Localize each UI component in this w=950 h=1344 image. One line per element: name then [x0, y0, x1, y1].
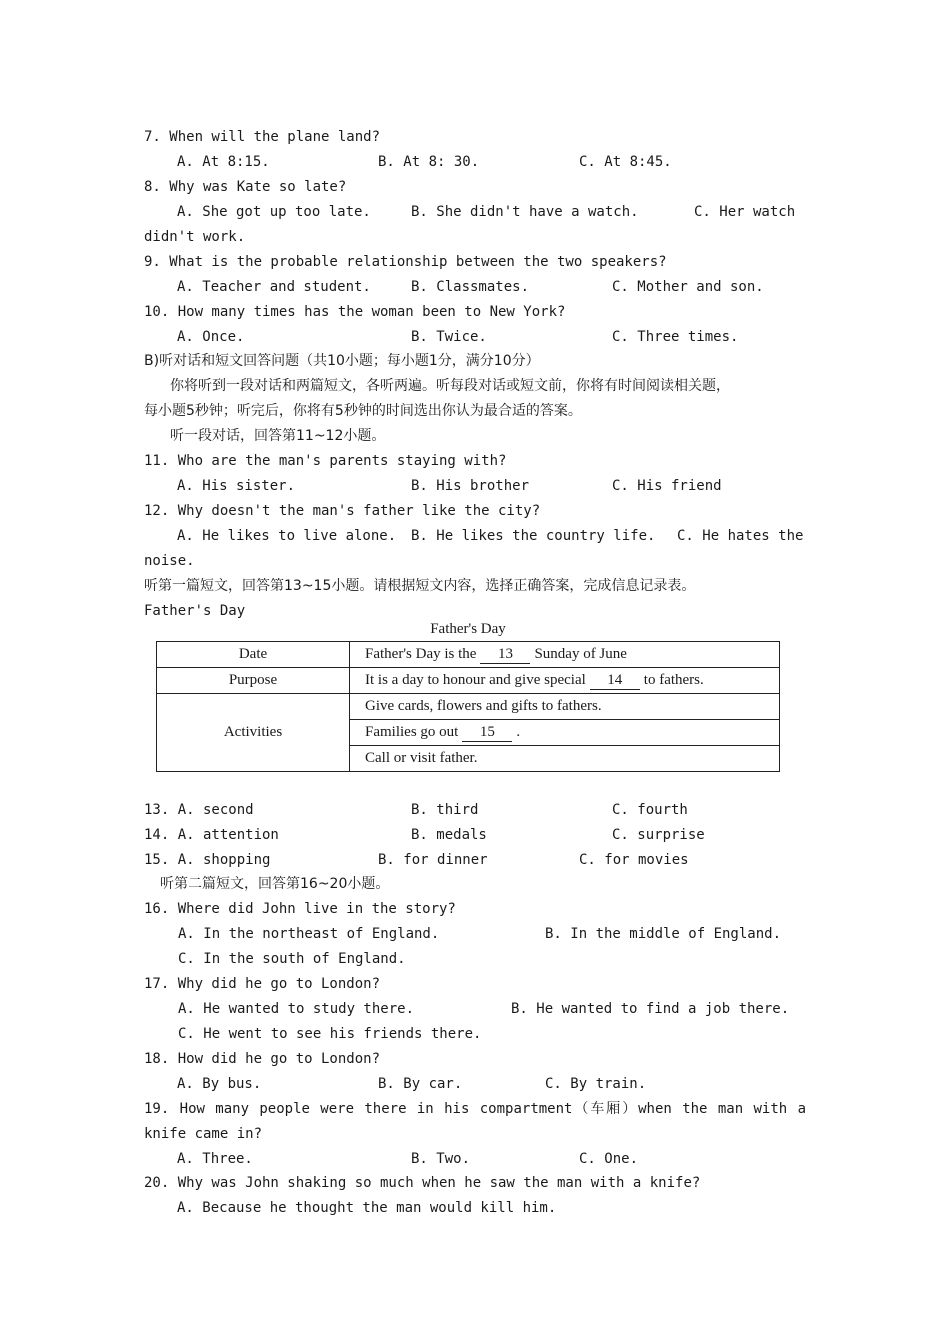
q10-option-c: C. Three times. — [612, 329, 739, 345]
q17-option-c: C. He went to see his friends there. — [178, 1026, 482, 1042]
q13-option-b: B. third — [411, 802, 479, 818]
q7-option-a: A. At 8:15. — [177, 154, 270, 170]
q18-option-b: B. By car. — [378, 1076, 463, 1092]
section-b-intro-line1: 你将听到一段对话和两篇短文，各听两遍。听每段对话或短文前，你将有时间阅读相关题， — [170, 378, 730, 394]
q19-stem-continued: knife came in? — [144, 1126, 263, 1142]
q16-option-c: C. In the south of England. — [178, 951, 406, 967]
q7-option-b: B. At 8: 30. — [378, 154, 480, 170]
passage2-instruction: 听第二篇短文，回答第16~20小题。 — [160, 876, 390, 892]
q13-option-c: C. fourth — [612, 802, 688, 818]
q18-stem: 18. How did he go to London? — [144, 1051, 381, 1067]
table-row-purpose — [157, 668, 780, 694]
activities-label: Activities — [157, 694, 350, 772]
activity-1: Give cards, flowers and gifts to fathers. — [350, 694, 780, 720]
activity-3: Call or visit father. — [350, 746, 780, 772]
q7-option-c: C. At 8:45. — [579, 154, 672, 170]
q7-stem: 7. When will the plane land? — [144, 129, 381, 145]
date-text-pre: Father's Day is the — [365, 645, 477, 662]
q9-stem: 9. What is the probable relationship between the two speakers? — [144, 254, 667, 270]
q8-option-b: B. She didn't have a watch. — [411, 204, 639, 220]
q17-option-a: A. He wanted to study there. — [178, 1001, 415, 1017]
date-value — [350, 642, 780, 668]
q9-option-a: A. Teacher and student. — [177, 279, 371, 295]
q14-option-b: B. medals — [411, 827, 487, 843]
q19-option-b: B. Two. — [411, 1151, 471, 1167]
q11-option-b: B. His brother — [411, 478, 530, 494]
q8-option-c-continued: didn't work. — [144, 229, 246, 245]
q9-option-c: C. Mother and son. — [612, 279, 764, 295]
q17-option-b: B. He wanted to find a job there. — [511, 1001, 790, 1017]
dialog-instruction: 听一段对话，回答第11~12小题。 — [170, 428, 386, 444]
q10-stem: 10. How many times has the woman been to New York? — [144, 304, 566, 320]
q19-option-c: C. One. — [579, 1151, 639, 1167]
purpose-value — [350, 668, 780, 694]
q19-option-a: A. Three. — [177, 1151, 253, 1167]
passage1-instruction: 听第一篇短文，回答第13~15小题。请根据短文内容，选择正确答案，完成信息记录表。 — [144, 578, 696, 594]
q14-stem: 14. A. attention — [144, 827, 279, 843]
q10-option-a: A. Once. — [177, 329, 245, 345]
purpose-text-post: to fathers. — [643, 671, 704, 688]
date-text-post: Sunday of June — [534, 645, 627, 662]
blank-14: 14 — [590, 672, 640, 690]
q11-option-c: C. His friend — [612, 478, 722, 494]
blank-13: 13 — [480, 646, 530, 664]
activity-2 — [350, 720, 780, 746]
q13-stem: 13. A. second — [144, 802, 254, 818]
q12-stem: 12. Why doesn't the man's father like the city? — [144, 503, 541, 519]
q11-stem: 11. Who are the man's parents staying with? — [144, 453, 507, 469]
q9-option-b: B. Classmates. — [411, 279, 530, 295]
q8-option-c: C. Her watch — [694, 204, 796, 220]
purpose-label: Purpose — [157, 668, 350, 694]
q12-option-c-continued: noise. — [144, 553, 195, 569]
q15-option-c: C. for movies — [579, 852, 689, 868]
q15-stem: 15. A. shopping — [144, 852, 271, 868]
section-b-intro-line2: 每小题5秒钟；听完后，你将有5秒钟的时间选出你认为最合适的答案。 — [144, 403, 582, 419]
q16-option-a: A. In the northeast of England. — [178, 926, 440, 942]
section-b-heading: B)听对话和短文回答问题（共10小题；每小题1分，满分10分） — [144, 353, 540, 369]
q11-option-a: A. His sister. — [177, 478, 296, 494]
q12-option-b: B. He likes the country life. — [411, 528, 656, 544]
q16-option-b: B. In the middle of England. — [545, 926, 782, 942]
passage1-title: Father's Day — [144, 603, 246, 619]
q20-stem: 20. Why was John shaking so much when he saw the man with a knife? — [144, 1175, 701, 1191]
table-title: Father's Day — [430, 621, 506, 637]
q18-option-c: C. By train. — [545, 1076, 647, 1092]
q8-option-a: A. She got up too late. — [177, 204, 371, 220]
q10-option-b: B. Twice. — [411, 329, 487, 345]
q16-stem: 16. Where did John live in the story? — [144, 901, 456, 917]
fathers-day-table — [156, 641, 780, 772]
q17-stem: 17. Why did he go to London? — [144, 976, 381, 992]
q18-option-a: A. By bus. — [177, 1076, 262, 1092]
q20-option-a: A. Because he thought the man would kill him. — [177, 1200, 557, 1216]
q12-option-c: C. He hates the — [677, 528, 804, 544]
date-label: Date — [157, 642, 350, 668]
q19-stem: 19. How many people were there in his compartment（车厢）when the man with a — [144, 1101, 806, 1117]
purpose-text-pre: It is a day to honour and give special — [365, 671, 586, 688]
activity-2-text-pre: Families go out — [365, 723, 459, 740]
q12-option-a: A. He likes to live alone. — [177, 528, 397, 544]
table-row-activity-1 — [157, 694, 780, 720]
q8-stem: 8. Why was Kate so late? — [144, 179, 347, 195]
q15-option-b: B. for dinner — [378, 852, 488, 868]
activity-2-text-post: . — [516, 723, 521, 740]
q14-option-c: C. surprise — [612, 827, 705, 843]
blank-15: 15 — [462, 724, 512, 742]
table-row-date — [157, 642, 780, 668]
